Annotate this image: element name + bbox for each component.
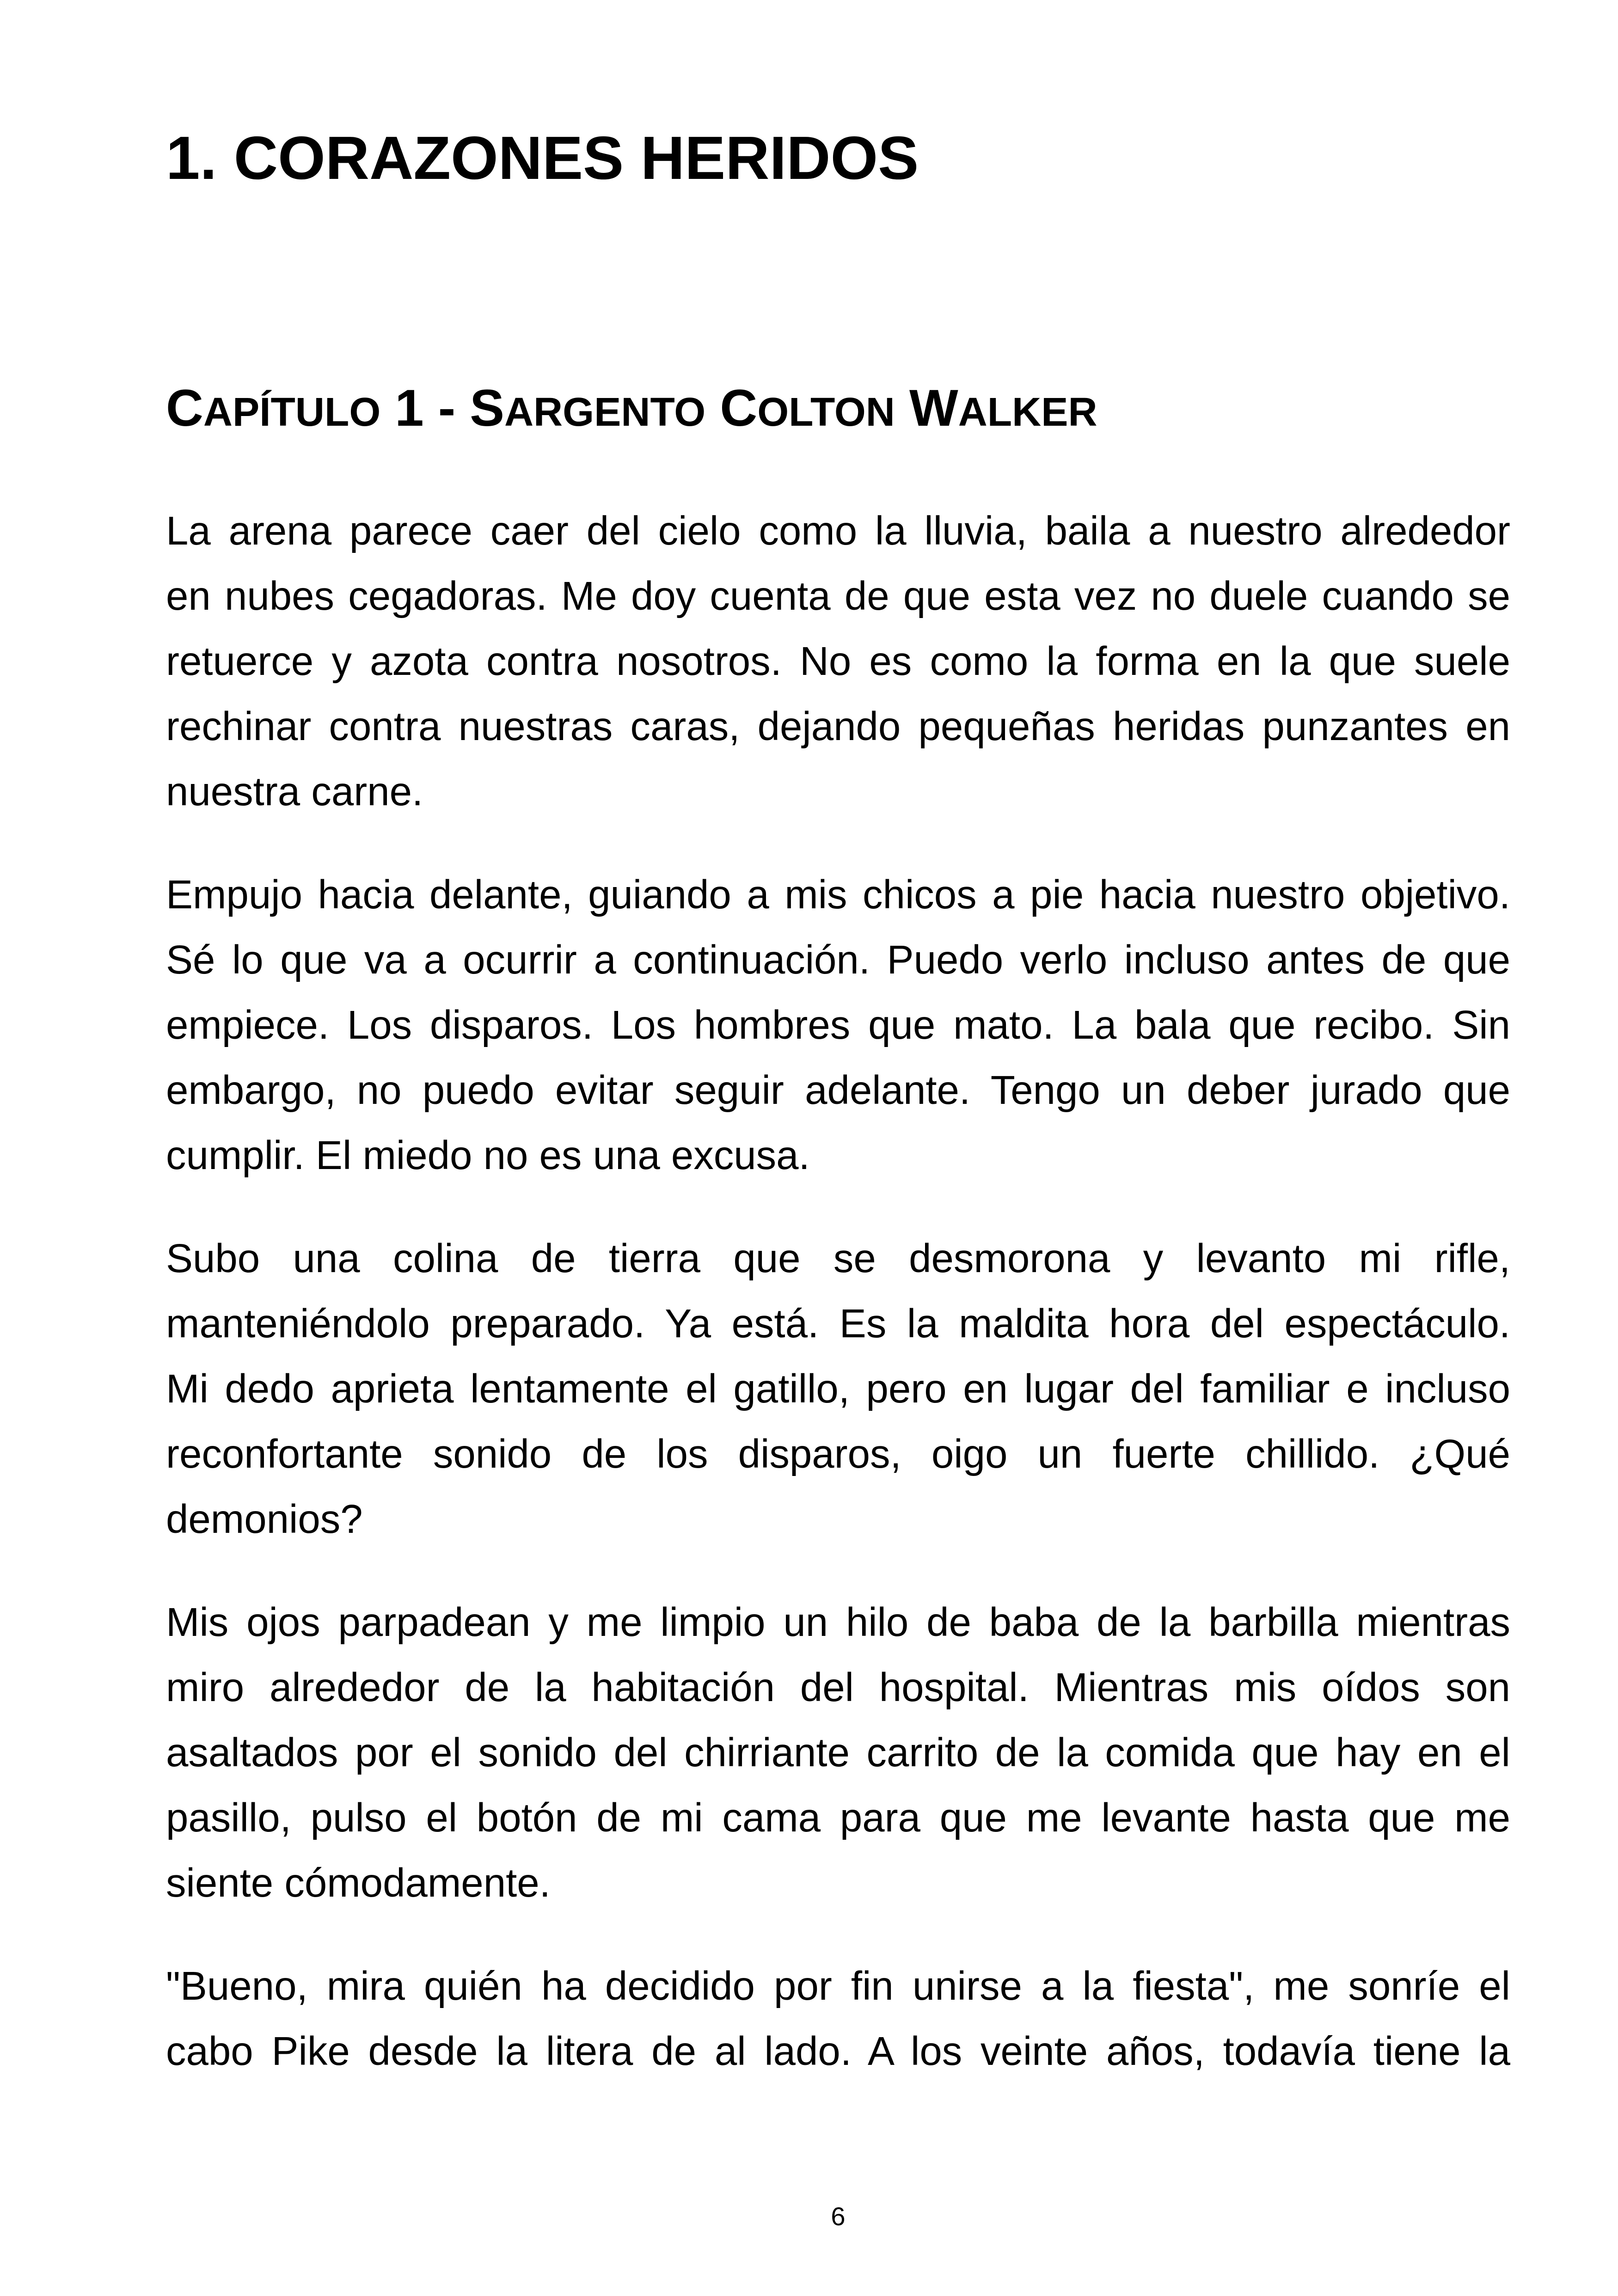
- text-line: retuerce y azota contra nosotros. No es como la forma en la que suele: [166, 639, 1510, 684]
- body-text: [166, 498, 1510, 2122]
- page-number: 6: [831, 2202, 846, 2231]
- text-line: nuestra carne.: [166, 769, 423, 814]
- text-line: demonios?: [166, 1497, 363, 1542]
- text-line: Empujo hacia delante, guiando a mis chicos a pie hacia nuestro objetivo.: [166, 872, 1510, 917]
- small-caps-run: ARGENTO: [504, 389, 706, 435]
- small-caps-run: OLTON: [757, 389, 895, 435]
- text-line: en nubes cegadoras. Me doy cuenta de que esta vez no duele cuando se: [166, 574, 1510, 618]
- part-title: 1. CORAZONES HERIDOS: [166, 124, 919, 192]
- paragraph: [166, 1590, 1510, 1916]
- paragraph: [166, 1953, 1510, 2084]
- text-line: Subo una colina de tierra que se desmorona y levanto mi rifle,: [166, 1236, 1510, 1281]
- paragraph: [166, 498, 1510, 824]
- text-line: siente cómodamente.: [166, 1861, 551, 1905]
- chapter-heading: CAPÍTULO 1 - SARGENTO COLTON WALKER: [166, 379, 1097, 437]
- text-line: cumplir. El miedo no es una excusa.: [166, 1133, 810, 1178]
- text-line: Sé lo que va a ocurrir a continuación. Puedo verlo incluso antes de que: [166, 937, 1510, 982]
- text-line: Mis ojos parpadean y me limpio un hilo de baba de la barbilla mientras: [166, 1600, 1510, 1645]
- text-line: manteniéndolo preparado. Ya está. Es la maldita hora del espectáculo.: [166, 1301, 1510, 1346]
- text-line: "Bueno, mira quién ha decidido por fin unirse a la fiesta", me sonríe el: [166, 1964, 1510, 2008]
- small-caps-run: ALKER: [958, 389, 1097, 435]
- paragraph: [166, 862, 1510, 1188]
- text-line: La arena parece caer del cielo como la lluvia, baila a nuestro alrededor: [166, 508, 1510, 553]
- text-line: reconfortante sonido de los disparos, oigo un fuerte chillido. ¿Qué: [166, 1432, 1510, 1476]
- small-caps-run: APÍTULO: [203, 389, 381, 435]
- text-line: embargo, no puedo evitar seguir adelante. Tengo un deber jurado que: [166, 1068, 1510, 1113]
- text-line: pasillo, pulso el botón de mi cama para que me levante hasta que me: [166, 1795, 1510, 1840]
- text-line: asaltados por el sonido del chirriante carrito de la comida que hay en el: [166, 1730, 1510, 1775]
- text-line: rechinar contra nuestras caras, dejando pequeñas heridas punzantes en: [166, 704, 1510, 749]
- text-line: empiece. Los disparos. Los hombres que mato. La bala que recibo. Sin: [166, 1003, 1510, 1047]
- text-line: Mi dedo aprieta lentamente el gatillo, pero en lugar del familiar e incluso: [166, 1366, 1510, 1411]
- text-line: cabo Pike desde la litera de al lado. A los veinte años, todavía tiene la: [166, 2029, 1510, 2074]
- paragraph: [166, 1226, 1510, 1552]
- text-line: miro alrededor de la habitación del hospital. Mientras mis oídos son: [166, 1665, 1510, 1710]
